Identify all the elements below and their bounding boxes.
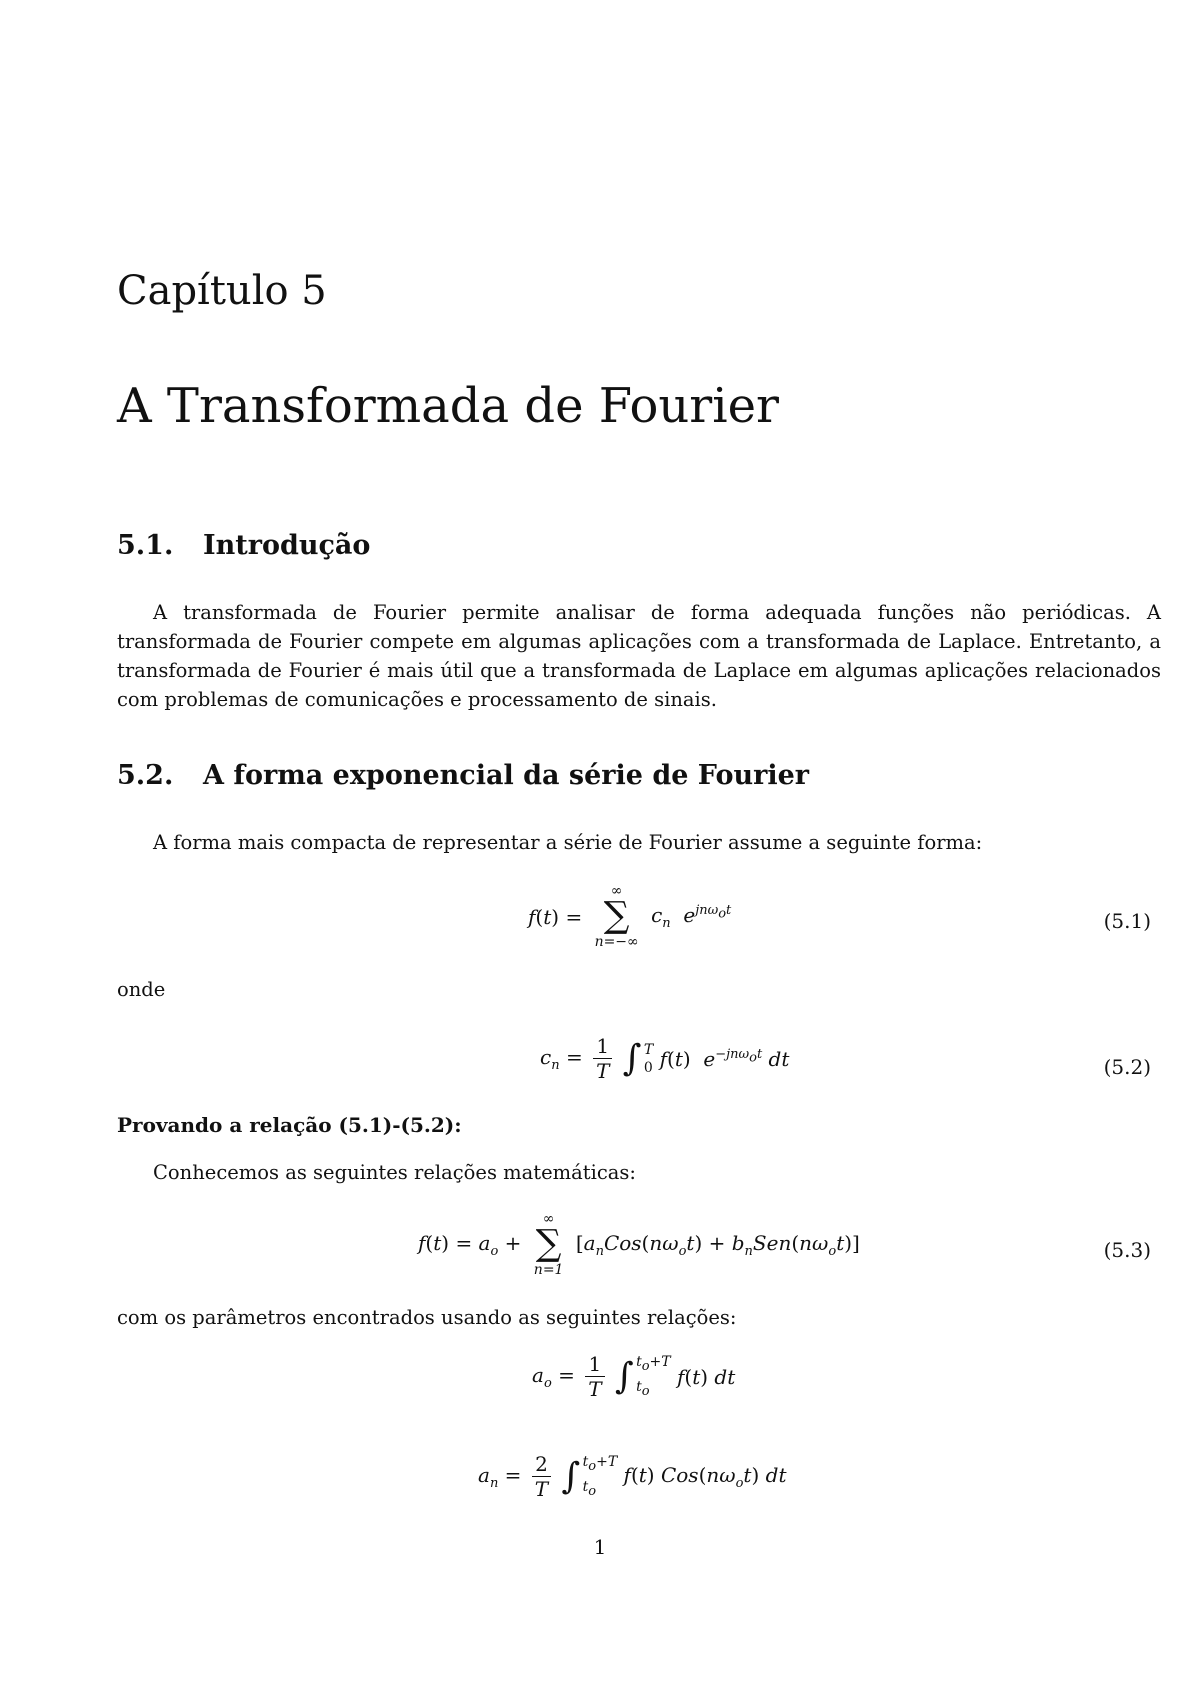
equation-5-1: f(t) = ∞ ∑ n=−∞ $c_n$ $e^{jn\omega_ot}$ [528,883,732,950]
equation-number: (5.1) [1103,909,1151,933]
equation-5-2: $c_n$ = $\frac{1}{T}$ ∫ T 0 f(t) $e^{-jn\omega_ot}$ dt [540,1034,790,1083]
section-number: 5.1. [117,530,174,561]
known-relations-text: Conhecemos as seguintes relações matemáticas: [153,1161,636,1184]
chapter-title: A Transformada de Fourier [117,378,779,434]
params-text: com os parâmetros encontrados usando as seguintes relações: [117,1306,737,1329]
section-heading-intro [117,530,370,561]
chapter-label: Capítulo 5 [117,268,327,314]
proof-heading: Provando a relação (5.1)-(5.2): [117,1113,462,1137]
exponential-paragraph-text: A forma mais compacta de representar a série de Fourier assume a seguinte forma: [153,831,983,854]
equation-an: $a_n$ = $\frac{2}{T}$ ∫ $t_o+T$ $t_o$ f(t) $Cos(n\omega_ot)$ dt [478,1452,787,1502]
section-title: A forma exponencial da série de Fourier [203,760,809,791]
onde-text: onde [117,978,166,1001]
equation-a0: $a_o$ = $\frac{1}{T}$ ∫ $t_o+T$ $t_o$ f(t) dt [532,1352,736,1402]
page-number: 1 [593,1535,607,1559]
section-number: 5.2. [117,760,174,791]
equation-number: (5.3) [1103,1238,1151,1262]
equation-number: (5.2) [1103,1055,1151,1079]
sum-upper-limit: ∞ [610,883,623,899]
sum-lower-limit: n=−∞ [594,934,639,950]
section-heading-exponential [117,760,809,791]
equation-5-3: $f(t) = a_o$ + ∞ ∑ n=1 $[a_nCos(n\omega_ot) + b_nSen(n\omega_ot)]$ [418,1211,860,1278]
intro-paragraph [117,598,1161,714]
exponential-paragraph [117,828,1161,857]
intro-paragraph-text: A transformada de Fourier permite analisar de forma adequada funções não periódicas. A transformada de Fourier compete em algumas aplicações com a transformada de Laplace. Entretanto, a transformada de Fourier é mais útil que a transformada de Laplace em algumas aplicações relacionados com problemas de comunicações e processamento de sinais. [117,601,1161,711]
sum-lower-limit: n=1 [533,1262,564,1278]
sum-upper-limit: ∞ [542,1211,555,1227]
section-title: Introdução [203,530,371,561]
